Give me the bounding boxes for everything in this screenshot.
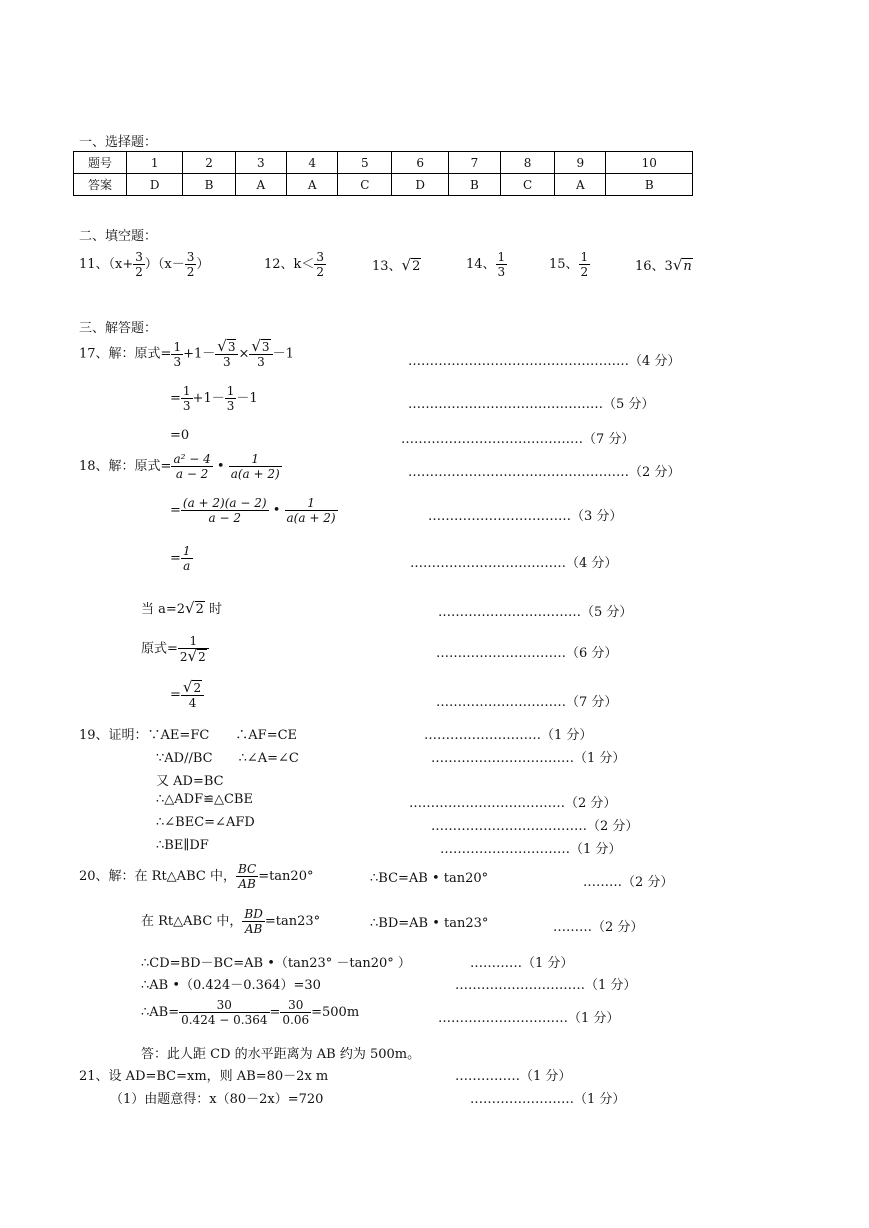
q18-line-1 (79, 452, 282, 481)
score-leader: ……………（1 分） (455, 1069, 572, 1084)
denominator: 2√2 (178, 648, 209, 664)
times-sign: × (238, 346, 250, 362)
score-leader: ……………………………………………（4 分） (408, 354, 681, 369)
fraction (215, 339, 238, 369)
radicand: 3 (261, 340, 270, 354)
table-row-numbers (74, 152, 693, 174)
score-leader: …………………………（7 分） (436, 695, 618, 710)
q18-line-3 (170, 544, 193, 573)
answer-cell: C (338, 174, 392, 196)
fraction (285, 496, 338, 525)
score: （1 分） (574, 751, 626, 766)
score-leader: ………………………（1 分） (424, 728, 593, 743)
score: （7 分） (583, 432, 635, 447)
denominator: 2 (580, 265, 589, 279)
score: （2 分） (622, 875, 674, 890)
equals: = (170, 551, 181, 566)
numerator: BD (244, 907, 263, 921)
fill-answer-15 (549, 250, 590, 279)
q17-label: 17、解：原式= (79, 346, 172, 362)
question-number: 2 (183, 152, 235, 174)
sqrt: √2 (401, 256, 421, 274)
sqrt: √n (672, 256, 692, 274)
q20-text: 在 Rt△ABC 中， (141, 914, 243, 929)
denominator: 2 (135, 265, 143, 279)
q15-text: 15、 (549, 257, 579, 272)
q18-text: 时 (209, 602, 223, 617)
question-number: 4 (286, 152, 337, 174)
score-leader: ………………………………（2 分） (409, 796, 617, 811)
q17-line-1 (79, 339, 294, 369)
score-leader: ………（2 分） (553, 920, 644, 935)
q16-text: 16、3 (635, 259, 673, 274)
numerator: 30 (216, 998, 232, 1012)
q17-text: －1 (236, 391, 258, 406)
denominator: AB (236, 876, 258, 891)
section-fill-title: 二、填空题： (79, 229, 158, 244)
score: （1 分） (574, 1092, 626, 1107)
q17-line-3: =0 (170, 428, 190, 443)
fraction (236, 862, 258, 891)
numerator: 1 (580, 250, 589, 264)
q21-line-2: （1）由题意得：x（80－2x）=720 (110, 1092, 324, 1107)
q11-text-a: 11、（x+ (79, 257, 134, 272)
q20-line-3: ∴CD=BD－BC=AB •（tan23° －tan20° ） (141, 956, 411, 971)
section-solve-title: 三、解答题： (79, 321, 158, 336)
score: （3 分） (571, 509, 623, 524)
denominator: 3 (182, 399, 191, 413)
q20-line-1-result: ∴BC=AB • tan20° (370, 871, 489, 886)
answer-cell: B (606, 174, 693, 196)
radicand: 3 (227, 340, 236, 354)
answer-cell: B (448, 174, 500, 196)
score-leader: ………………………………（2 分） (431, 819, 639, 834)
q11-text-c: ） (196, 257, 210, 272)
q20-text: =tan23° (264, 914, 321, 929)
denominator: 3 (249, 354, 272, 369)
fraction (249, 339, 272, 369)
q19-line-3: 又 AD=BC (156, 774, 224, 789)
radicand: 2 (195, 602, 204, 617)
answer-cell: D (127, 174, 183, 196)
numerator: 3 (135, 250, 143, 264)
denominator: 2 (186, 265, 195, 279)
q12-text: 12、k＜ (264, 257, 315, 272)
fill-answer-13 (372, 255, 421, 274)
dot-operator: • (216, 459, 225, 474)
answer-cell: A (286, 174, 337, 196)
answer-cell: A (235, 174, 286, 196)
score-leader: ……………………………（1 分） (431, 751, 626, 766)
fill-answer-16 (635, 255, 693, 274)
score: （1 分） (568, 1011, 620, 1026)
question-number: 3 (235, 152, 286, 174)
q20-line-2 (141, 907, 320, 936)
score-leader: …………………………（6 分） (436, 646, 618, 661)
fill-answer-12 (264, 250, 326, 279)
q19-line-6: ∴BE∥DF (156, 838, 209, 853)
q20-line-5 (141, 998, 359, 1027)
answer-table (73, 151, 693, 196)
numerator: 1 (189, 634, 198, 648)
score: （1 分） (520, 1069, 572, 1084)
denominator: 0.06 (282, 1013, 310, 1027)
denominator: 3 (173, 354, 182, 369)
answer-cell: A (555, 174, 606, 196)
score: （2 分） (629, 465, 681, 480)
score: （4 分） (629, 354, 681, 369)
q18-line-5 (141, 634, 209, 664)
q19-line-5: ∴∠BEC=∠AFD (156, 815, 255, 830)
question-number: 7 (448, 152, 500, 174)
score: （2 分） (565, 796, 617, 811)
q17-text: +1－ (183, 346, 216, 362)
q17-line-2 (170, 384, 258, 413)
q13-text: 13、 (372, 259, 402, 274)
equals: = (269, 1005, 281, 1020)
numerator: 1 (497, 250, 506, 264)
q18-line-6 (170, 680, 204, 710)
radicand: n (683, 259, 692, 274)
denominator: a(a + 2) (286, 511, 336, 525)
fraction (171, 452, 212, 481)
q20-conclusion: 答：此人距 CD 的水平距离为 AB 约为 500m。 (141, 1047, 421, 1062)
answer-cell: B (183, 174, 235, 196)
score: （1 分） (585, 978, 637, 993)
denominator: a − 2 (171, 466, 212, 481)
equals: = (170, 391, 181, 406)
denominator: 3 (215, 354, 238, 369)
table-row-answers (74, 174, 693, 196)
equals: = (170, 503, 181, 518)
score: （5 分） (581, 605, 633, 620)
denominator: a − 2 (181, 510, 269, 525)
denominator: 3 (497, 265, 506, 279)
score-leader: ……………………………………（7 分） (401, 432, 635, 447)
numerator: (a + 2)(a − 2) (182, 496, 267, 510)
equals: = (170, 687, 181, 703)
numerator: 3 (186, 250, 195, 264)
score-leader: …………………………（1 分） (438, 1011, 620, 1026)
q20-text: ∴AB= (141, 1005, 180, 1020)
radicand: 2 (193, 681, 202, 695)
denominator: 0.424 − 0.364 (181, 1013, 268, 1027)
q20-text: 20、解：在 Rt△ABC 中， (79, 869, 236, 884)
fraction (496, 250, 508, 279)
numerator: 1 (307, 496, 315, 510)
q11-text-b: ）（x－ (144, 257, 185, 272)
q17-text: －1 (272, 346, 294, 362)
fraction (171, 340, 183, 369)
denominator: AB (242, 921, 264, 936)
score: （4 分） (566, 556, 618, 571)
question-number: 5 (338, 152, 392, 174)
numerator: a² − 4 (173, 452, 211, 466)
score-leader: ……………………（1 分） (470, 1092, 626, 1107)
q18-label: 18、解：原式= (79, 459, 172, 474)
numerator: √3 (251, 337, 270, 355)
fraction (225, 384, 237, 413)
q18-line-4 (141, 598, 222, 617)
sqrt: √2 (185, 599, 204, 617)
score-leader: …………（1 分） (470, 956, 574, 971)
score-leader: ……………………………（3 分） (428, 509, 623, 524)
fraction (181, 544, 193, 573)
q20-line-2-result: ∴BD=AB • tan23° (370, 916, 489, 931)
score-leader: ………………………………………（5 分） (408, 397, 655, 412)
fill-answer-14 (466, 250, 507, 279)
q19-line-1: 19、证明：∵AE=FC ∴AF=CE (79, 728, 298, 743)
score-leader: …………………………（1 分） (455, 978, 637, 993)
score-leader: ………（2 分） (583, 875, 674, 890)
answer-label: 答案 (74, 174, 127, 196)
numerator: 30 (288, 998, 304, 1012)
q20-text: =500m (311, 1005, 360, 1020)
score-leader: ……………………………（5 分） (438, 605, 633, 620)
q14-text: 14、 (466, 257, 496, 272)
score-leader: …………………………（1 分） (440, 842, 622, 857)
fraction (178, 634, 209, 664)
numerator: 1 (182, 544, 191, 558)
numerator: 1 (173, 339, 182, 354)
q18-text: 原式= (141, 641, 178, 657)
denominator: 3 (226, 399, 235, 413)
score-leader: ………………………………（4 分） (410, 556, 618, 571)
coefficient: 2 (179, 650, 188, 664)
fraction (314, 250, 326, 279)
fraction (242, 907, 264, 936)
radicand: 2 (198, 650, 206, 664)
q18-line-2 (170, 496, 338, 525)
fraction (579, 250, 591, 279)
answer-cell: D (392, 174, 448, 196)
score: （7 分） (566, 695, 618, 710)
numerator: 1 (251, 452, 259, 466)
question-number: 6 (392, 152, 448, 174)
fraction (181, 384, 193, 413)
radicand: 2 (412, 259, 421, 274)
score: （6 分） (566, 646, 618, 661)
q18-text: 当 a=2 (141, 602, 186, 617)
numerator: 1 (182, 384, 191, 398)
denominator: 2 (316, 265, 325, 279)
dot-operator: • (272, 503, 281, 518)
score: （1 分） (541, 728, 593, 743)
score: （1 分） (522, 956, 574, 971)
q19-line-4: ∴△ADF≌△CBE (156, 792, 253, 807)
fraction (229, 452, 282, 481)
score: （1 分） (570, 842, 622, 857)
numerator: 3 (316, 250, 325, 264)
denominator: a(a + 2) (230, 467, 280, 481)
numerator: BC (237, 862, 257, 876)
fraction (280, 998, 311, 1027)
score: （2 分） (587, 819, 639, 834)
fraction (133, 250, 145, 279)
answer-cell: C (501, 174, 555, 196)
fraction (181, 496, 269, 525)
question-number: 9 (555, 152, 606, 174)
fraction (181, 680, 204, 710)
question-number: 1 (127, 152, 183, 174)
section-choice-title: 一、选择题： (79, 135, 158, 150)
q20-line-1 (79, 862, 313, 891)
fraction (185, 250, 197, 279)
denominator: a (181, 558, 193, 573)
fill-answer-11 (79, 250, 209, 279)
score-leader: ……………………………………………（2 分） (408, 465, 681, 480)
q20-line-4: ∴AB •（0.424－0.364）=30 (141, 978, 321, 993)
q19-line-2: ∵AD//BC ∴∠A=∠C (156, 751, 299, 766)
question-number: 8 (501, 152, 555, 174)
q17-text: +1－ (192, 391, 225, 406)
score: （2 分） (592, 920, 644, 935)
q20-text: =tan20° (258, 869, 314, 884)
numerator: √2 (182, 678, 202, 696)
q21-line-1: 21、设 AD=BC=xm，则 AB=80－2x m (79, 1069, 329, 1084)
header-label: 题号 (74, 152, 127, 174)
numerator: √3 (217, 337, 236, 355)
fraction (179, 998, 269, 1027)
denominator: 4 (181, 695, 204, 710)
score: （5 分） (603, 397, 655, 412)
question-number: 10 (606, 152, 693, 174)
numerator: 1 (226, 384, 235, 398)
